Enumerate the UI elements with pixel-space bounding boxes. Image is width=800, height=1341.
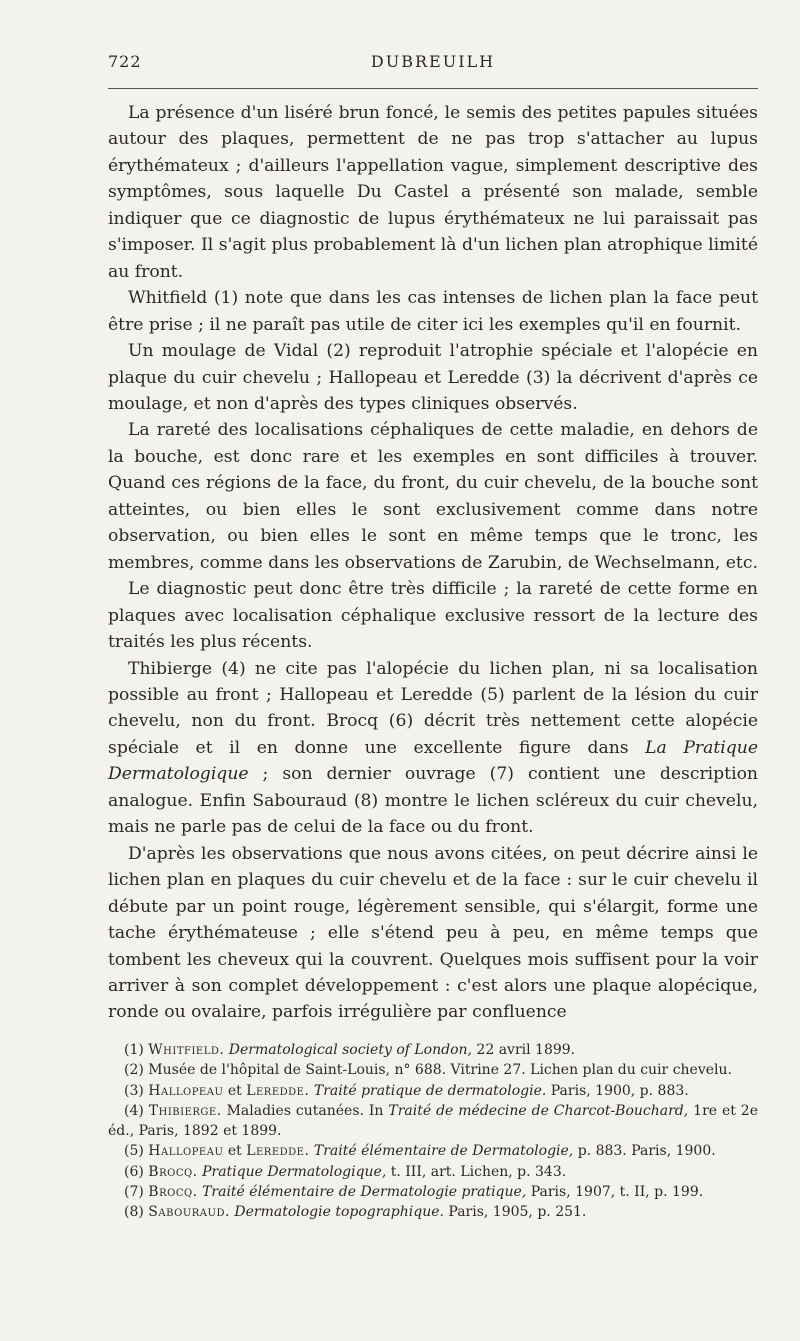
footnote-author: Whitfield. [148,1042,225,1058]
footnote-rest: t. III, art. Lichen, p. 343. [386,1163,567,1180]
paragraph: La présence d'un liséré brun foncé, le semis des petites papules situées autour des plaques, permettent de ne pas trop s'attacher au lupus érythémateux ; d'ailleurs l'appellation vague, simplement descriptive des symptômes, sous laquelle Du Castel a présenté son malade, semble indiquer que ce diagnostic de lupus érythémateux ne lui paraissait pas s'imposer. Il s'agit plus probablement là d'un lichen plan atrophique limité au front. [108,103,758,282]
footnote-4 [108,1101,758,1142]
page-header [108,52,758,78]
footnote-title: Traité élémentaire de Dermatologie, [313,1143,574,1160]
footnote-author: Leredde. [246,1143,310,1160]
footnotes [108,1040,758,1223]
footnote-marker: (4) [124,1102,144,1119]
footnote-title: Pratique Dermatologique, [202,1163,387,1180]
footnote-author: Leredde. [246,1082,310,1099]
footnote-author: Brocq. [148,1184,198,1201]
footnote-text: Musée de l'hôpital de Saint-Louis, n° 688. Vitrine 27. Lichen plan du cuir chevelu. [148,1062,732,1079]
footnote-rest: Paris, 1900, p. 883. [546,1082,689,1099]
paragraph-text: Thibierge (4) ne cite pas l'alopécie du lichen plan, ni sa localisation possible au front ; Hallopeau et Leredde (5) parlent de la lésion du cuir chevelu, non du front. Brocq (6) décrit très nettement cette alopécie spéciale et il en donne une excellente figure dans [108,658,758,758]
footnote-marker: (3) [124,1082,144,1099]
footnote-rest: p. 883. Paris, 1900. [573,1143,716,1160]
paragraph: Le diagnostic peut donc être très difficile ; la rareté de cette forme en plaques avec localisation céphalique exclusive ressort de la lecture des traités les plus récents. [108,579,758,653]
paragraph-text: ; son dernier ouvrage (7) contient une description analogue. Enfin Sabouraud (8) montre le lichen scléreux du cuir chevelu, mais ne parle pas de celui de la face ou du front. [108,764,758,838]
footnote-author: Sabouraud. [148,1204,230,1221]
paragraph: Un moulage de Vidal (2) reproduit l'atrophie spéciale et l'alopécie en plaque du cuir chevelu ; Hallopeau et Leredde (3) la décrivent d'après ce moulage, et non d'après des types cliniques observés. [108,341,758,414]
footnote-3 [108,1081,758,1101]
footnote-2 [108,1060,758,1080]
paragraph: La rareté des localisations céphaliques de cette maladie, en dehors de la bouche, est donc rare et les exemples en sont difficiles à trouver. Quand ces régions de la face, du front, du cuir chevelu, de la bouche sont atteintes, ou bien elles le sont exclusivement comme dans notre observation, ou bien elles le sont en même temps que le tronc, les membres, comme dans les observations de Zarubin, de Wechselmann, etc. [108,420,758,573]
page-number: 722 [108,52,142,71]
footnote-rest: 22 avril 1899. [471,1042,576,1058]
footnote-conjunction: et [223,1082,247,1099]
book-title-italic: La Pratique Dermatologique [108,737,758,785]
footnote-title: Traité de médecine de Charcot-Bouchard, [388,1102,689,1119]
footnote-author: Hallopeau [148,1082,224,1099]
footnote-marker: (2) [124,1062,144,1079]
footnote-pre: Maladies cutanées. In [221,1102,389,1119]
header-rule [108,88,758,89]
paragraph: D'après les observations que nous avons citées, on peut décrire ainsi le lichen plan en plaques du cuir chevelu et de la face : sur le cuir chevelu il débute par un point rouge, légèrement sensible, qui s'élargit, forme une tache érythémateuse ; elle s'étend peu à peu, en même temps que tombent les cheveux qui la couvrent. Quelques mois suffisent pour la voir arriver à son complet développement : c'est alors une plaque alopécique, ronde ou ovalaire, parfois irrégulière par confluence [108,843,758,1023]
footnote-title: Traité pratique de dermatologie. [313,1082,547,1099]
footnote-author: Hallopeau [148,1143,224,1160]
footnote-marker: (6) [124,1163,144,1180]
paragraph [108,656,758,841]
footnote-7 [108,1182,758,1202]
footnote-title: Dermatologie topographique. [234,1204,444,1221]
footnote-marker: (7) [124,1184,144,1201]
footnote-marker: (8) [124,1204,144,1221]
footnote-rest: Paris, 1905, p. 251. [443,1204,587,1221]
footnote-1 [108,1040,758,1060]
footnote-8 [108,1202,758,1222]
footnote-rest: 1re et 2e éd., Paris, 1892 et 1899. [108,1102,759,1140]
footnote-5 [108,1141,758,1161]
footnote-rest: Paris, 1907, t. II, p. 199. [526,1184,704,1201]
footnote-author: Brocq. [148,1163,198,1180]
footnote-marker: (5) [124,1143,144,1160]
footnote-title: Traité élémentaire de Dermatologie pratique, [202,1184,527,1201]
footnote-author: Thibierge. [148,1102,222,1119]
footnote-6 [108,1162,758,1182]
running-head: DUBREUILH [370,52,496,71]
body-text [108,100,758,1026]
footnote-conjunction: et [223,1143,247,1160]
footnote-title: Dermatological society of London, [228,1042,472,1058]
footnote-marker: (1) [124,1042,144,1058]
paragraph: Whitfield (1) note que dans les cas intenses de lichen plan la face peut être prise ; il ne paraît pas utile de citer ici les exemples qu'il en fournit. [108,288,758,335]
